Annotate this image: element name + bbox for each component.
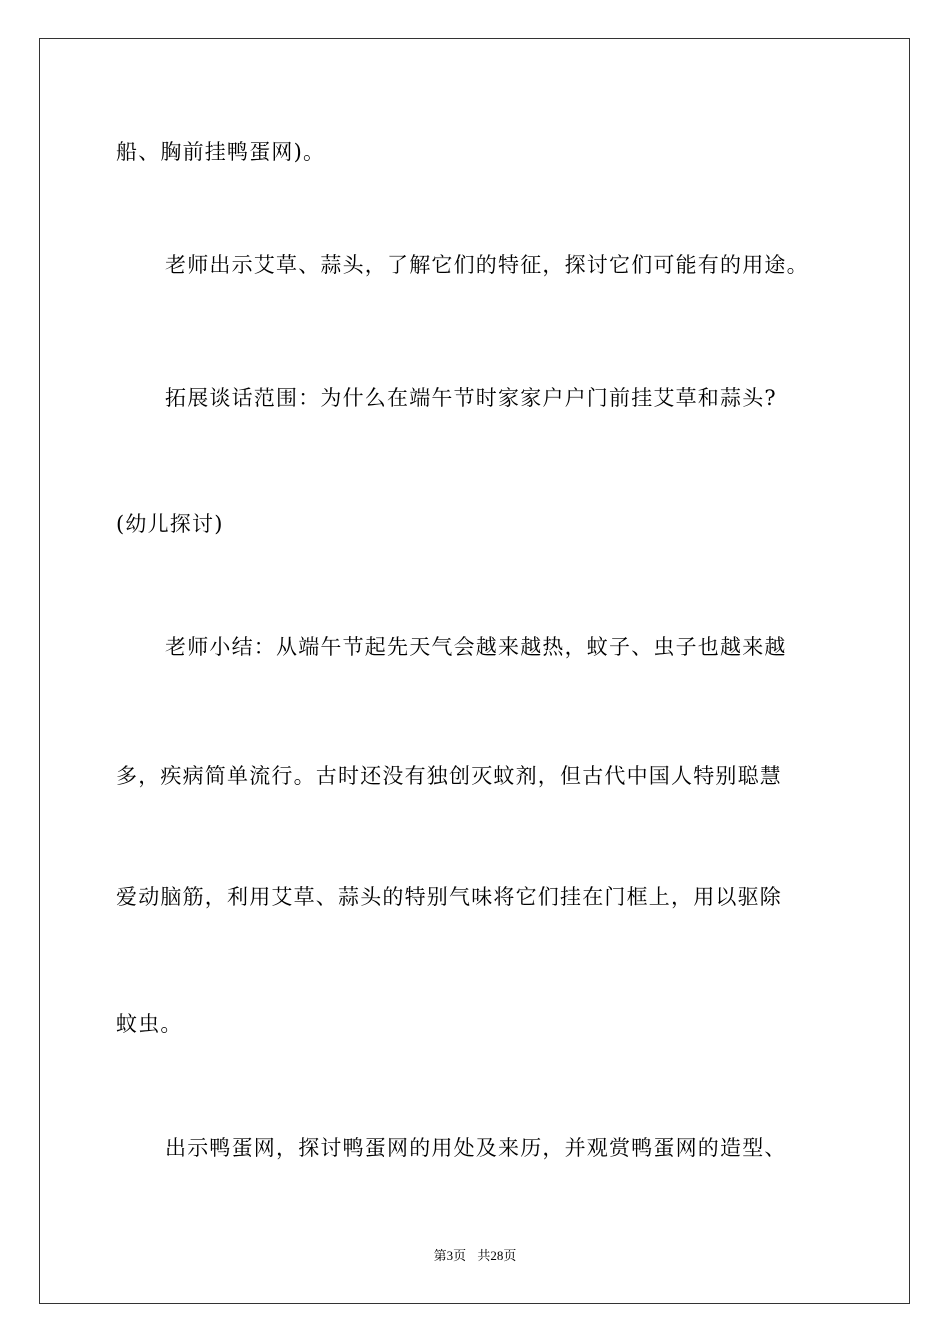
text-line-6: 多，疾病简单流行。古时还没有独创灭蚊剂，但古代中国人特别聪慧: [116, 764, 782, 788]
page-number: 第3页: [433, 1248, 467, 1263]
page-border: [39, 38, 910, 1304]
text-line-4: (幼儿探讨): [116, 512, 224, 536]
text-line-9: 出示鸭蛋网，探讨鸭蛋网的用处及来历，并观赏鸭蛋网的造型、: [165, 1136, 787, 1160]
text-line-2: 老师出示艾草、蒜头，了解它们的特征，探讨它们可能有的用途。: [165, 253, 809, 277]
text-line-8: 蚊虫。: [116, 1012, 183, 1036]
text-line-1: 船、胸前挂鸭蛋网)。: [116, 140, 326, 164]
text-line-3: 拓展谈话范围：为什么在端午节时家家户户门前挂艾草和蒜头?: [165, 386, 777, 410]
total-pages: 共28页: [477, 1248, 517, 1263]
page-footer: [0, 1248, 950, 1264]
text-line-7: 爱动脑筋，利用艾草、蒜头的特别气味将它们挂在门框上，用以驱除: [116, 885, 782, 909]
text-line-5: 老师小结：从端午节起先天气会越来越热，蚊子、虫子也越来越: [165, 635, 787, 659]
